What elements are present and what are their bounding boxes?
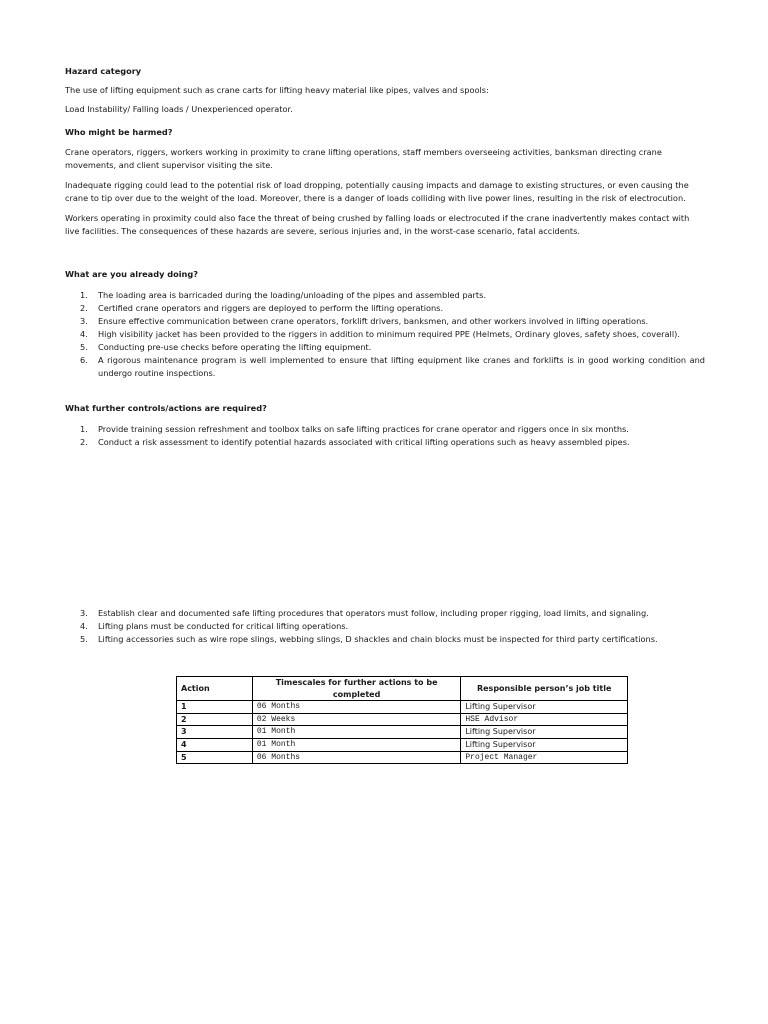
action-number: 4	[177, 738, 253, 751]
hazard-heading: Hazard category	[65, 66, 142, 76]
list-number: 1.	[80, 424, 88, 434]
column-header-timescale: Timescales for further actions to be completed	[252, 677, 460, 701]
list-number: 5.	[80, 342, 88, 352]
list-text: Establish clear and documented safe lifting procedures that operators must follow, including proper rigging, load limits, and signaling.	[98, 608, 649, 618]
list-number: 4.	[80, 621, 88, 631]
list-text: Certified crane operators and riggers are deployed to perform the lifting operations.	[98, 303, 444, 313]
who-harmed-paragraph: Crane operators, riggers, workers working in proximity to crane lifting operations, staff members overseeing activities, banksman directing crane movements, and client supervisor visiting the site.	[65, 147, 662, 170]
list-text: Ensure effective communication between crane operators, forklift drivers, banksmen, and other workers involved in lifting operations.	[98, 316, 649, 326]
list-item	[65, 436, 705, 449]
responsible-cell: HSE Advisor	[461, 713, 628, 726]
who-harmed-section	[65, 126, 705, 238]
further-controls-heading: What further controls/actions are required?	[65, 403, 267, 413]
timescale-cell: 06 Months	[252, 701, 460, 714]
responsible-cell: Lifting Supervisor	[461, 738, 628, 751]
who-harmed-paragraph: Inadequate rigging could lead to the potential risk of load dropping, potentially causing impacts and damage to existing structures, or even causing the crane to tip over due to the weight of the load. Moreover, there is a danger of loads colliding with live power lines, resulting in the risk of electrocution.	[65, 180, 689, 203]
action-table	[176, 676, 628, 764]
who-harmed-paragraph: Workers operating in proximity could also face the threat of being crushed by falling loads or electrocuted if the crane inadvertently makes contact with live facilities. The consequences of these hazards are severe, serious injuries and, in the worst-case scenario, fatal accidents.	[65, 213, 690, 236]
table-row	[177, 726, 628, 739]
list-number: 3.	[80, 316, 88, 326]
list-item	[65, 423, 705, 436]
timescale-cell: 02 Weeks	[252, 713, 460, 726]
list-number: 6.	[80, 355, 88, 365]
list-item	[65, 302, 705, 315]
responsible-cell: Lifting Supervisor	[461, 701, 628, 714]
list-number: 3.	[80, 608, 88, 618]
list-text: A rigorous maintenance program is well implemented to ensure that lifting equipment like cranes and forklifts is in good working condition and undergo routine inspections.	[98, 355, 705, 378]
action-number: 2	[177, 713, 253, 726]
responsible-cell: Project Manager	[461, 751, 628, 764]
list-text: Conduct a risk assessment to identify potential hazards associated with critical lifting operations such as heavy assembled pipes.	[98, 437, 630, 447]
list-text: High visibility jacket has been provided to the riggers in addition to minimum required PPE (Helmets, Ordinary gloves, safety shoes, coverall).	[98, 329, 680, 339]
further-controls-continued	[65, 607, 705, 646]
timescale-cell: 01 Month	[252, 738, 460, 751]
timescale-cell: 01 Month	[252, 726, 460, 739]
list-item	[65, 289, 705, 302]
hazard-list: Load Instability/ Falling loads / Unexperienced operator.	[65, 104, 293, 114]
action-number: 5	[177, 751, 253, 764]
table-row	[177, 751, 628, 764]
list-item	[65, 620, 705, 633]
already-doing-heading: What are you already doing?	[65, 269, 198, 279]
list-text: The loading area is barricaded during the loading/unloading of the pipes and assembled parts.	[98, 290, 486, 300]
further-controls-section	[65, 402, 705, 449]
list-item	[65, 633, 705, 646]
list-text: Provide training session refreshment and toolbox talks on safe lifting practices for crane operator and riggers once in six months.	[98, 424, 629, 434]
table-row	[177, 713, 628, 726]
hazard-description: The use of lifting equipment such as crane carts for lifting heavy material like pipes, valves and spools:	[65, 85, 489, 95]
table-header-row	[177, 677, 628, 701]
further-controls-list	[65, 607, 705, 646]
already-doing-list	[65, 289, 705, 380]
action-number: 3	[177, 726, 253, 739]
hazard-section	[65, 65, 705, 116]
timescale-cell: 06 Months	[252, 751, 460, 764]
list-item	[65, 328, 705, 341]
action-number: 1	[177, 701, 253, 714]
list-text: Lifting accessories such as wire rope slings, webbing slings, D shackles and chain blocks must be inspected for third party certifications.	[98, 634, 658, 644]
column-header-responsible: Responsible person’s job title	[461, 677, 628, 701]
responsible-cell: Lifting Supervisor	[461, 726, 628, 739]
column-header-action: Action	[177, 677, 253, 701]
list-item	[65, 354, 705, 380]
list-item	[65, 607, 705, 620]
list-item	[65, 315, 705, 328]
list-text: Conducting pre-use checks before operating the lifting equipment.	[98, 342, 372, 352]
list-item	[65, 341, 705, 354]
who-harmed-heading: Who might be harmed?	[65, 127, 173, 137]
list-text: Lifting plans must be conducted for critical lifting operations.	[98, 621, 349, 631]
list-number: 4.	[80, 329, 88, 339]
list-number: 2.	[80, 303, 88, 313]
list-number: 5.	[80, 634, 88, 644]
table-row	[177, 701, 628, 714]
already-doing-section	[65, 268, 705, 380]
further-controls-list	[65, 423, 705, 449]
table-row	[177, 738, 628, 751]
list-number: 2.	[80, 437, 88, 447]
list-number: 1.	[80, 290, 88, 300]
